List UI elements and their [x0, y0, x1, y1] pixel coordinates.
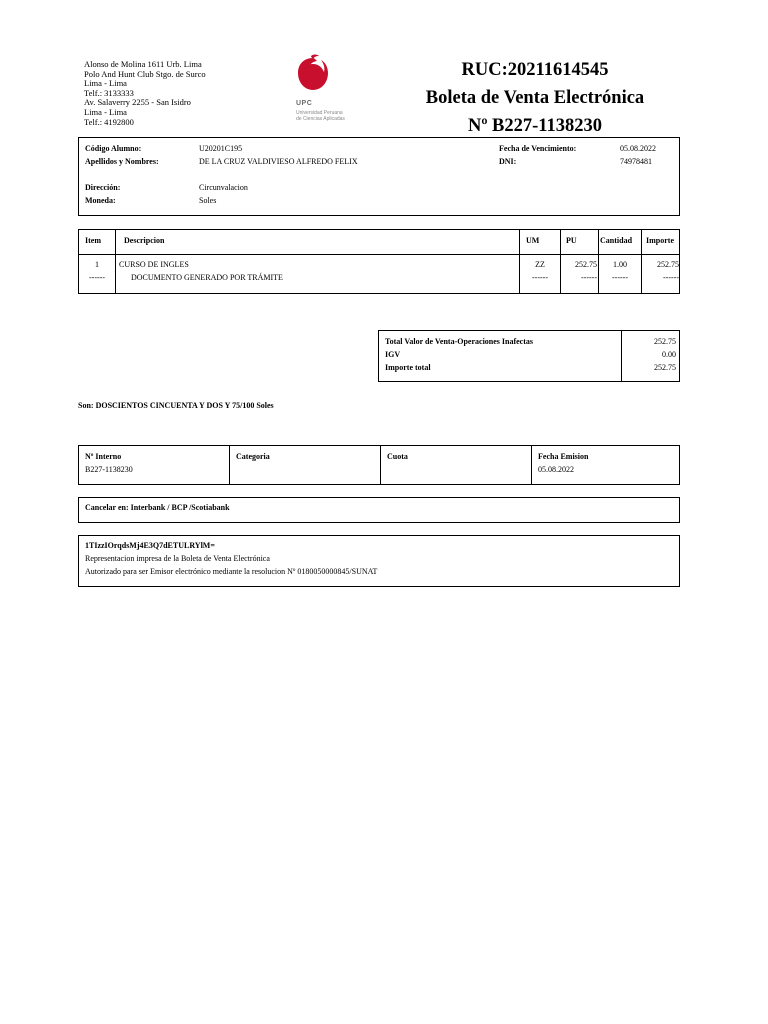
footer-box	[78, 535, 680, 587]
vencimiento-value: 05.08.2022	[620, 144, 656, 153]
emision-value: 05.08.2022	[538, 465, 574, 474]
footer-line: Autorizado para ser Emisor electrónico mediante la resolucion Nº 0180050000845/SUNAT	[85, 567, 378, 576]
row-descripcion: CURSO DE INGLES	[119, 260, 189, 269]
row-um: ------	[532, 273, 548, 282]
row-pu: 252.75	[575, 260, 597, 269]
document-number: Nº B227-1138230	[467, 116, 603, 136]
interno-label: Nº Interno	[85, 452, 122, 461]
company-address	[84, 60, 244, 127]
row-importe: 252.75	[657, 260, 679, 269]
direccion-label: Dirección:	[85, 183, 121, 192]
dni-label: DNI:	[499, 157, 517, 166]
header-item: Item	[85, 236, 101, 245]
igv-label: IGV	[385, 350, 401, 359]
payment-banks: Cancelar en: Interbank / BCP /Scotiabank	[85, 503, 230, 512]
totals-box	[378, 330, 680, 382]
row-cantidad: 1.00	[613, 260, 627, 269]
amount-in-words: Son: DOSCIENTOS CINCUENTA Y DOS Y 75/100 Soles	[78, 401, 274, 410]
row-descripcion: DOCUMENTO GENERADO POR TRÁMITE	[131, 273, 283, 282]
vencimiento-label: Fecha de Vencimiento:	[499, 144, 577, 153]
client-info-box	[78, 137, 680, 216]
igv-value: 0.00	[662, 350, 676, 359]
total-label: Importe total	[385, 363, 431, 372]
header-cantidad: Cantidad	[600, 236, 633, 245]
hash-code: 1TIzzIOrqdsMj4E3Q7dETULRYlM=	[85, 541, 215, 550]
cuota-label: Cuota	[387, 452, 408, 461]
codigo-value: U20201C195	[199, 144, 243, 153]
footer-line: Representacion impresa de la Boleta de Venta Electrónica	[85, 554, 270, 563]
nombres-value: DE LA CRUZ VALDIVIESO ALFREDO FELIX	[199, 157, 358, 166]
address-line: Lima - Lima	[84, 106, 127, 117]
upc-logo	[293, 54, 383, 134]
row-pu: ------	[581, 273, 597, 282]
logo-subtitle-line: Universidad Peruana	[296, 110, 343, 116]
payment-box	[78, 497, 680, 523]
direccion-value: Circunvalacion	[199, 183, 248, 192]
address-line: Telf.: 3133333	[84, 87, 134, 98]
moneda-label: Moneda:	[85, 196, 116, 205]
header-pu: PU	[566, 236, 577, 245]
logo-subtitle	[296, 110, 345, 122]
document-heading	[390, 56, 680, 140]
header-importe: Importe	[646, 236, 674, 245]
row-importe: ------	[663, 273, 679, 282]
categoria-label: Categoria	[236, 452, 270, 461]
address-line: Telf.: 4192800	[84, 116, 134, 127]
total-value: 252.75	[654, 363, 676, 372]
address-line: Polo And Hunt Club Stgo. de Surco	[84, 68, 206, 79]
header-um: UM	[526, 236, 540, 245]
dni-value: 74978481	[620, 157, 652, 166]
meta-table	[78, 445, 680, 485]
logo-subtitle-line: de Ciencias Aplicadas	[296, 116, 345, 122]
logo-text: UPC	[296, 100, 313, 107]
codigo-label: Código Alumno:	[85, 144, 142, 153]
row-um: ZZ	[535, 260, 545, 269]
row-cantidad: ------	[612, 273, 628, 282]
nombres-label: Apellidos y Nombres:	[85, 157, 159, 166]
header-descripcion: Descripcion	[124, 236, 165, 245]
valor-value: 252.75	[654, 337, 676, 346]
address-line: Alonso de Molina 1611 Urb. Lima	[84, 59, 202, 69]
emision-label: Fecha Emision	[538, 452, 589, 461]
interno-value: B227-1138230	[85, 465, 133, 474]
moneda-value: Soles	[199, 196, 217, 205]
row-item: ------	[89, 273, 105, 282]
ruc-number: RUC:20211614545	[461, 60, 609, 80]
row-item: 1	[95, 260, 99, 269]
address-line: Lima - Lima	[84, 78, 127, 89]
upc-emblem-icon	[295, 54, 331, 94]
valor-label: Total Valor de Venta-Operaciones Inafectas	[385, 337, 534, 346]
document-type: Boleta de Venta Electrónica	[425, 88, 645, 108]
address-line: Av. Salaverry 2255 - San Isidro	[84, 97, 191, 108]
items-table	[78, 229, 680, 294]
